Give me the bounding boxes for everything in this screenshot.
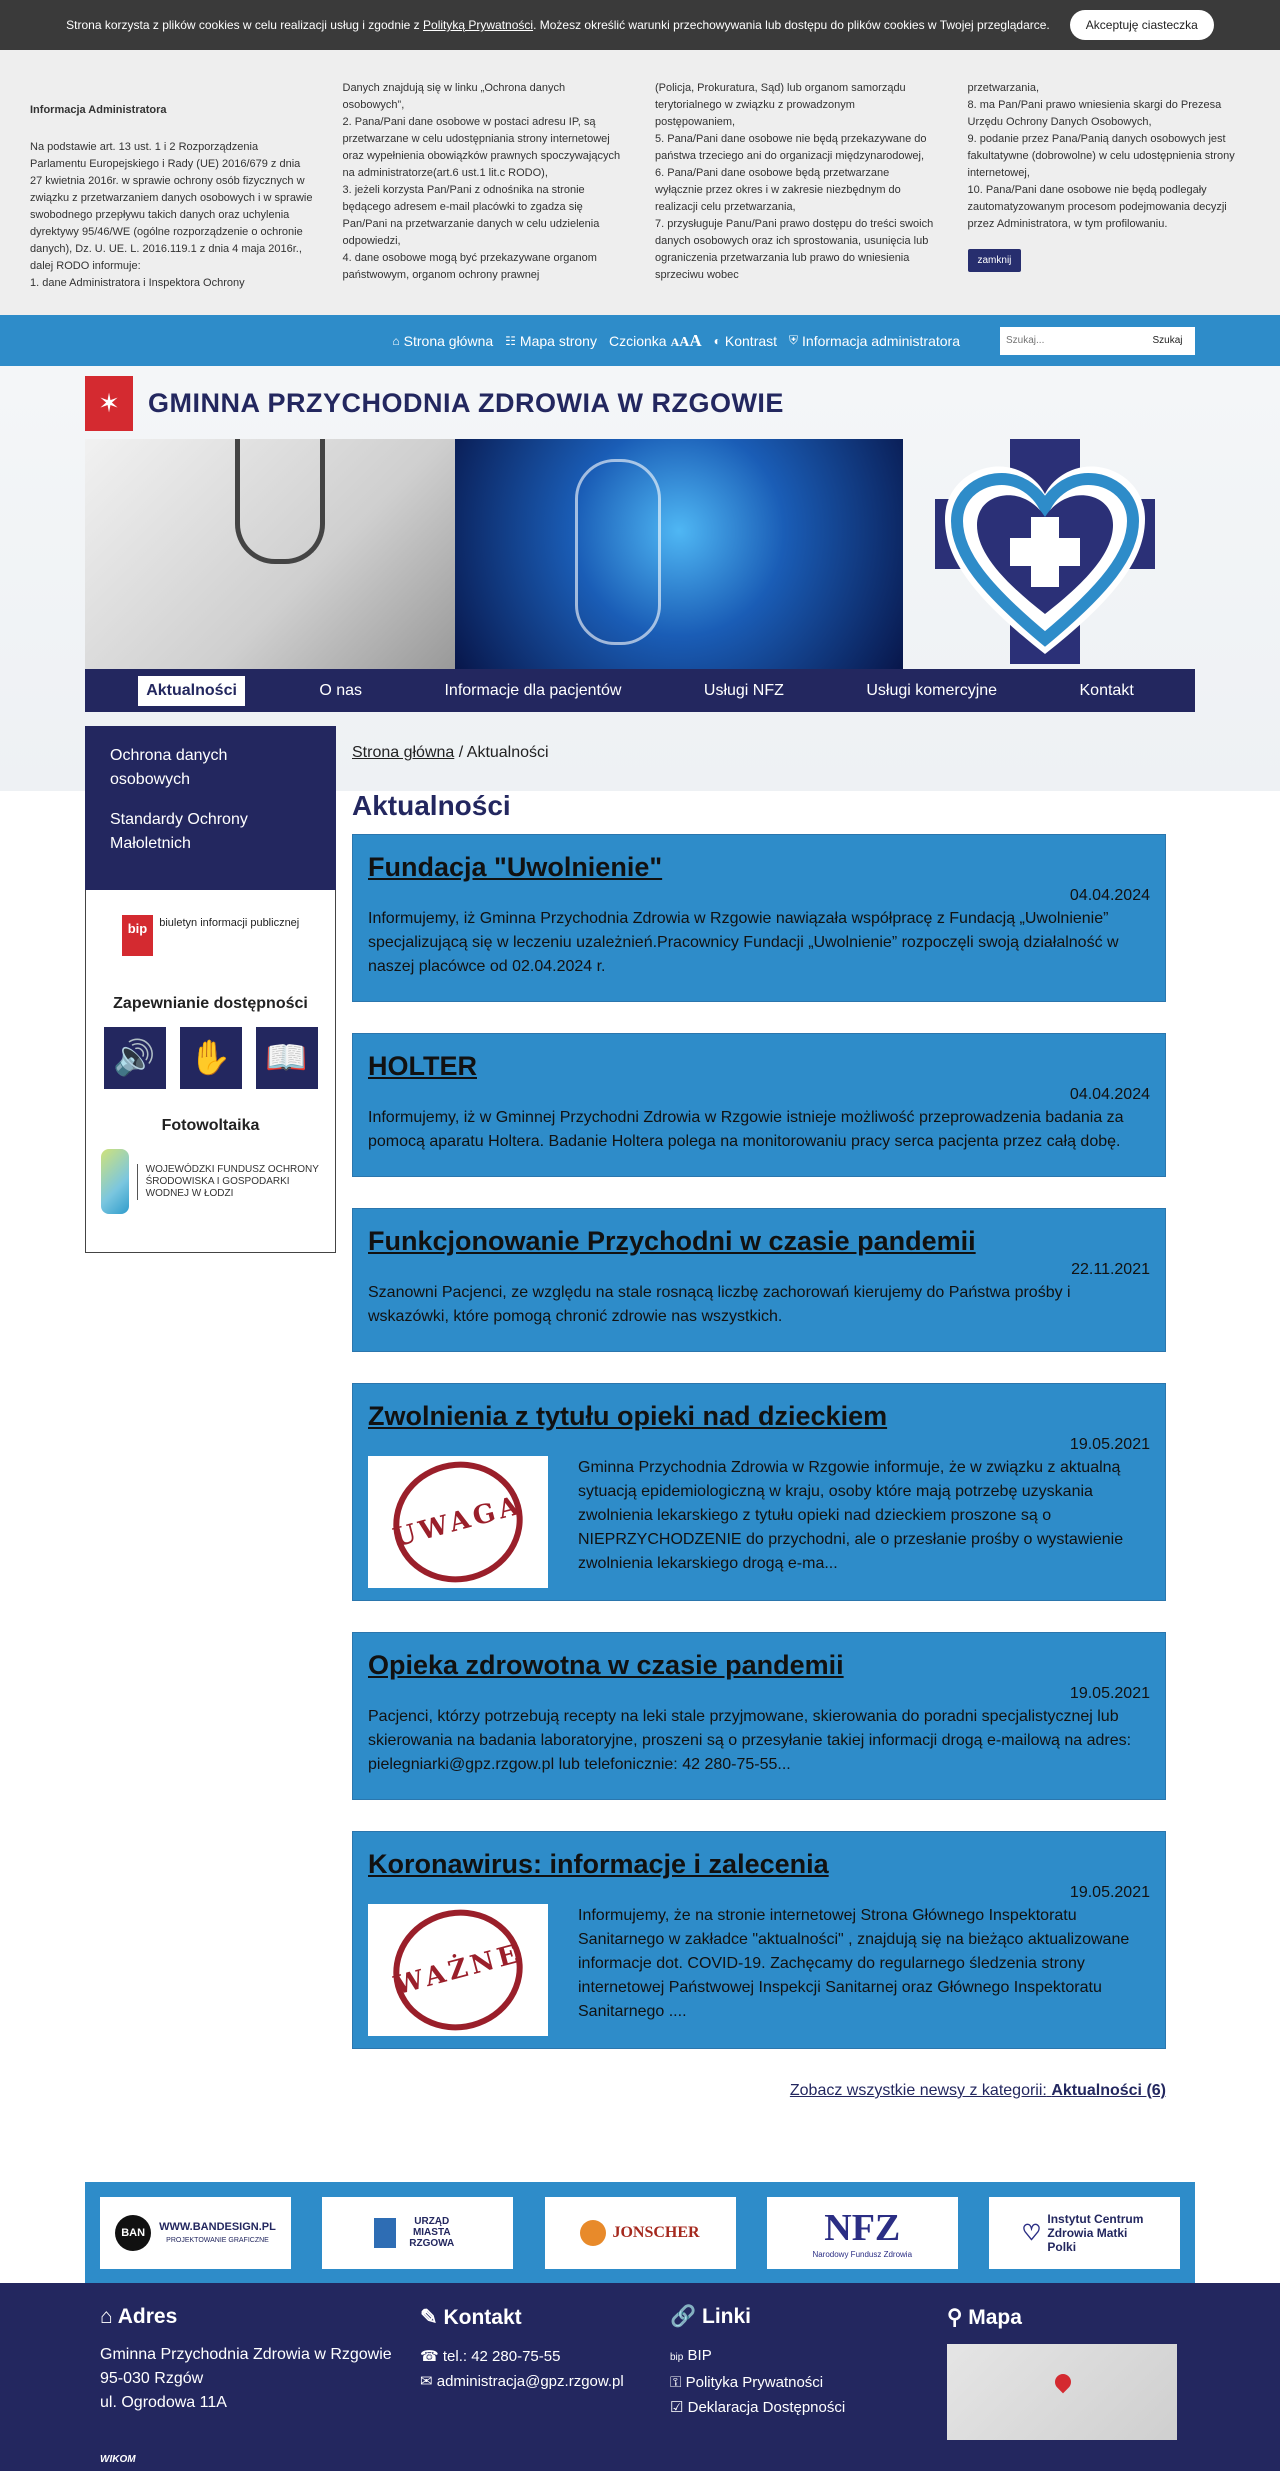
footer	[0, 2283, 1280, 2471]
news-text: Szanowni Pacjenci, ze względu na stale rosnącą liczbę zachorowań kierujemy do Państwa prośby i wskazówki, które pomogą chronić zdrowie nas wszystkich.	[368, 1284, 1071, 1325]
jonscher-label: JONSCHER	[612, 2223, 700, 2241]
news-title-link[interactable]: Opieka zdrowotna w czasie pandemii	[368, 1650, 844, 1680]
accept-cookies-button[interactable]: Akceptuję ciasteczka	[1070, 10, 1214, 40]
nav-item-about[interactable]: O nas	[319, 681, 363, 699]
nfz-logo: NFZ	[824, 2207, 901, 2249]
news-item	[352, 1033, 1166, 1177]
news-image[interactable]	[368, 1904, 548, 2036]
partner-jonscher[interactable]	[545, 2197, 736, 2269]
admin-info-column-3	[655, 80, 938, 315]
admin-info-text-4: przetwarzania, 8. ma Pan/Pani prawo wniesienia skargi do Prezesa Urzędu Ochrony Danych Osobowych, 9. podanie przez Pana/Panią danych osobowych jest fakultatywne (dobrowolne) w celu udostępnienia strony internetowej, 10. Pana/Pani dane osobowe nie będą podlegały zautomatyzowanym procesom podejmowania decyzji przez Administratora, w tym profilowaniu.	[967, 82, 1235, 230]
contrast-icon: ◐	[713, 333, 721, 348]
sitemap-link[interactable]	[505, 333, 597, 349]
news-text: Informujemy, iż Gminna Przychodnia Zdrowia w Rzgowie nawiązała współpracę z Fundacją „Uwolnienie” specjalizującą się w leczeniu uzależnień.Pracownicy Fundacji „Uwolnienie” rozpoczęli swoją działalność w naszej placówce od 02.04.2024 r.	[368, 910, 1119, 975]
speaker-icon[interactable]: 🔊	[104, 1027, 166, 1089]
footer-contact-title: Kontakt	[443, 2306, 522, 2329]
font-size-small-button[interactable]: A	[670, 334, 680, 349]
xray-image	[455, 439, 903, 669]
map-marker-icon: ⚲	[947, 2306, 963, 2329]
nav-item-news[interactable]: Aktualności	[138, 676, 245, 706]
address-line: 95-030 Rzgów	[100, 2370, 204, 2387]
admin-info-label: Informacja administratora	[802, 332, 960, 349]
bandesign-label	[159, 2221, 276, 2245]
footer-contact-heading	[420, 2305, 670, 2330]
footer-address	[100, 2305, 420, 2440]
page-content	[0, 726, 1280, 2100]
address-line: ul. Ogrodowa 11A	[100, 2394, 227, 2411]
footer-contact	[420, 2305, 670, 2440]
wfosigw-logo-icon	[101, 1149, 129, 1214]
admin-info-link[interactable]	[789, 333, 960, 349]
bip-link[interactable]	[101, 915, 320, 975]
email-link[interactable]	[420, 2369, 670, 2394]
admin-info-text-1: Na podstawie art. 13 ust. 1 i 2 Rozporządzenia Parlamentu Europejskiego i Rady (UE) 2016/679 z dnia 27 kwietnia 2016r. w sprawie ochrony osób fizycznych w związku z przetwarzaniem danych osobowych i w sprawie swobodnego przepływu takich danych oraz uchylenia dyrektywy 95/46/WE (ogólne rozporządzenie o ochronie danych), Dz. U. UE. L. 2016.119.1 z dnia 4 maja 2016r., dalej RODO informuje: 1. dane Administratora i Inspektora Ochrony	[30, 141, 313, 289]
close-admin-info-button[interactable]: zamknij	[968, 249, 1022, 272]
document-check-icon: ☑	[670, 2399, 684, 2416]
rzgow-crest-icon	[374, 2218, 396, 2248]
partner-bandesign[interactable]	[100, 2197, 291, 2269]
wfosigw-text: WOJEWÓDZKI FUNDUSZ OCHRONY ŚRODOWISKA I GOSPODARKI WODNEJ W ŁODZI	[137, 1164, 320, 1200]
link-icon: 🔗	[670, 2305, 697, 2328]
partner-nfz[interactable]	[767, 2197, 958, 2269]
site-title-row	[85, 376, 784, 431]
solar-heading: Fotowoltaika	[161, 1117, 260, 1134]
news-date: 04.04.2024	[1069, 1086, 1150, 1103]
main-content	[352, 726, 1166, 2100]
sitemap-icon: ☷	[505, 333, 516, 348]
nav-item-commercial-services[interactable]: Usługi komercyjne	[866, 681, 998, 699]
contrast-toggle[interactable]	[714, 333, 777, 349]
iczmp-heart-icon: ♡	[1021, 2219, 1042, 2245]
news-date: 04.04.2024	[1069, 887, 1150, 904]
header-banner	[85, 439, 903, 669]
accessibility-heading: Zapewnianie dostępności	[113, 995, 308, 1012]
privacy-policy-link[interactable]: Polityką Prywatności	[423, 18, 534, 32]
main-nav	[85, 669, 1195, 712]
footer-link-bip[interactable]	[670, 2343, 947, 2370]
sitemap-link-label: Mapa strony	[519, 332, 597, 349]
home-icon: ⌂	[392, 333, 400, 348]
footer-address-title: Adres	[117, 2305, 178, 2328]
news-item	[352, 1632, 1166, 1800]
phone-text: tel.: 42 280-75-55	[442, 2348, 561, 2365]
search-input[interactable]	[1000, 327, 1140, 355]
bip-logo-icon: bip	[122, 915, 154, 956]
home-link[interactable]	[392, 333, 493, 349]
admin-info-column-2	[343, 80, 626, 315]
shield-icon: ⛨	[789, 333, 799, 347]
news-date: 19.05.2021	[1069, 1884, 1150, 1901]
jonscher-logo-icon	[580, 2220, 606, 2246]
rzgow-label: URZĄD MIASTA RZGOWA	[409, 2216, 455, 2249]
news-title-link[interactable]: Koronawirus: informacje i zalecenia	[368, 1849, 829, 1879]
news-title-link[interactable]: Fundacja "Uwolnienie"	[368, 852, 663, 882]
easy-read-icon[interactable]: 📖	[256, 1027, 318, 1089]
page-title: Aktualności	[352, 790, 511, 821]
news-body	[368, 1456, 1150, 1588]
iczmp-label: Instytut Centrum Zdrowia Matki Polki	[1047, 2211, 1144, 2254]
breadcrumb-home-link[interactable]: Strona główna	[352, 744, 455, 761]
font-size-options	[671, 331, 702, 351]
accessibility-icons	[101, 1027, 320, 1089]
news-title-link[interactable]: Funkcjonowanie Przychodni w czasie pandemii	[368, 1226, 976, 1256]
font-size-control	[609, 331, 702, 351]
bip-text: biuletyn informacji publicznej	[159, 917, 300, 929]
nav-item-contact[interactable]: Kontakt	[1079, 681, 1134, 699]
admin-info-text-3: (Policja, Prokuratura, Sąd) lub organom samorządu terytorialnego w związku z prowadzonym postępowaniem, 5. Pana/Pani dane osobowe nie będą przekazywane do państwa trzeciego ani do organizacji międzynarodowej, 6. Pana/Pani dane osobowe będą przetwarzane wyłącznie przez okres i w zakresie niezbędnym do realizacji celu przetwarzania, 7. przysługuje Panu/Pani prawo dostępu do treści swoich danych osobowych oraz ich sprostowania, usunięcia lub ograniczenia przetwarzania lub prawo do wniesienia sprzeciwu wobec	[655, 82, 934, 281]
news-text: Informujemy, iż w Gminnej Przychodni Zdrowia w Rzgowie istnieje możliwość przeprowadzenia badania za pomocą aparatu Holtera. Badanie Holtera polega na monitorowaniu pracy serca pacjenta przez całą dobę.	[368, 1109, 1124, 1150]
admin-info-panel	[0, 50, 1280, 315]
sidebar-item-data-protection[interactable]: Ochrona danych osobowych	[110, 747, 228, 788]
news-date: 19.05.2021	[1069, 1436, 1150, 1453]
news-item	[352, 1208, 1166, 1352]
envelope-icon: ✉	[420, 2373, 433, 2390]
news-body	[368, 1904, 1150, 2036]
footer-map-title: Mapa	[968, 2306, 1022, 2329]
wikom-logo[interactable]: WIKOM	[100, 2454, 136, 2465]
sidebar-item-minor-protection[interactable]: Standardy Ochrony Małoletnich	[110, 811, 248, 852]
partner-rzgow[interactable]	[322, 2197, 513, 2269]
font-size-medium-button[interactable]: A	[679, 334, 690, 350]
phone-link[interactable]	[420, 2344, 670, 2369]
search-form	[1000, 327, 1195, 355]
address-line: Gminna Przychodnia Zdrowia w Rzgowie	[100, 2346, 392, 2363]
news-item	[352, 834, 1166, 1002]
wfosigw-link[interactable]	[101, 1149, 320, 1214]
breadcrumb	[352, 744, 1166, 762]
news-date: 22.11.2021	[1071, 1261, 1150, 1278]
footer-map-heading	[947, 2305, 1177, 2330]
news-item	[352, 1383, 1166, 1601]
admin-info-heading: Informacja Administratora	[30, 104, 167, 116]
news-title-link[interactable]: HOLTER	[368, 1051, 477, 1081]
cookie-text-after: . Możesz określić warunki przechowywania lub dostępu do plików cookies w Twojej przeglądarce.	[533, 18, 1050, 32]
contrast-label: Kontrast	[724, 332, 778, 349]
news-text: Informujemy, że na stronie internetowej Strona Głównego Inspektoratu Sanitarnego w zakładce "aktualności" , znajdują się na bieżąco aktualizowane informacje dot. COVID-19. Zachęcamy do regularnego śledzenia strony internetowej Państwowej Inspekcji Sanitarnej oraz Głównego Inspektoratu Sanitarnego ....	[578, 1907, 1130, 2020]
news-image[interactable]	[368, 1456, 548, 1588]
nav-item-nfz-services[interactable]: Usługi NFZ	[703, 681, 784, 699]
search-button[interactable]: Szukaj	[1140, 327, 1195, 355]
admin-info-text-2: Danych znajdują się w linku „Ochrona danych osobowych”, 2. Pana/Pani dane osobowe w postaci adresu IP, są przetwarzane w celu udostępniania strony internetowej oraz wypełnienia obowiązków prawnych spoczywających na administratorze(art.6 ust.1 lit.c RODO), 3. jeżeli korzysta Pan/Pani z odnośnika na stronie będącego adresem e-mail placówki to zgadza się Pan/Pani na przetwarzanie danych w celu udzielenia odpowiedzi, 4. dane osobowe mogą być przekazywane organom państwowym, organom ochrony prawnej	[342, 82, 621, 281]
phone-icon: ☎	[420, 2348, 439, 2365]
important-stamp-icon: WAŻNE	[380, 1895, 537, 2045]
eagle-emblem-icon: ✶	[85, 376, 133, 431]
footer-map	[947, 2305, 1177, 2440]
site-title: GMINNA PRZYCHODNIA ZDROWIA W RZGOWIE	[148, 388, 784, 418]
sign-language-icon[interactable]: ✋	[180, 1027, 242, 1089]
email-text: administracja@gpz.rzgow.pl	[436, 2373, 624, 2390]
admin-info-column-4	[968, 80, 1251, 315]
footer-address-heading	[100, 2305, 420, 2329]
font-size-large-button[interactable]: A	[689, 330, 702, 350]
warning-stamp-icon: UWAGA	[380, 1447, 537, 1597]
home-icon: ⌂	[100, 2305, 113, 2328]
all-news-category: Aktualności (6)	[1051, 2082, 1166, 2099]
partner-iczmp[interactable]	[989, 2197, 1180, 2269]
breadcrumb-separator: /	[458, 744, 464, 761]
stethoscope-image	[85, 439, 455, 669]
map-thumbnail[interactable]	[947, 2344, 1177, 2440]
all-news-text: Zobacz wszystkie newsy z kategorii:	[789, 2082, 1047, 2099]
footer-link-label: BIP	[687, 2347, 712, 2364]
footer-link-accessibility[interactable]	[670, 2395, 947, 2420]
map-pin-icon	[1052, 2371, 1075, 2394]
breadcrumb-current: Aktualności	[466, 744, 549, 761]
cookie-text	[66, 18, 1050, 32]
home-link-label: Strona główna	[403, 332, 494, 349]
footer-link-privacy[interactable]	[670, 2370, 947, 2395]
lock-icon: ⚿	[670, 2374, 682, 2391]
bandesign-logo-icon: BAN	[115, 2215, 151, 2251]
footer-links	[670, 2305, 947, 2440]
admin-info-column-1	[30, 80, 313, 315]
footer-links-title: Linki	[702, 2305, 752, 2328]
bip-small-icon: bip	[670, 2352, 684, 2363]
contact-card-icon: ✎	[420, 2306, 438, 2329]
all-news-link[interactable]	[352, 2082, 1166, 2100]
sidebar-box	[85, 890, 336, 1253]
utility-bar	[0, 315, 1280, 366]
bandesign-sub: PROJEKTOWANIE GRAFICZNE	[166, 2236, 269, 2244]
font-size-label: Czcionka	[608, 332, 667, 349]
news-text: Gminna Przychodnia Zdrowia w Rzgowie informuje, że w związku z aktualną sytuacją epidemiologiczną w kraju, osoby które mają potrzebę uzyskania zwolnienia lekarskiego z tytułu opieki nad dzieckiem proszone są o NIEPRZYCHODZENIE do przychodni, ale o przesłanie prośby o wystawienie zwolnienia lekarskiego drogą e-ma...	[578, 1459, 1124, 1572]
footer-links-heading	[670, 2305, 947, 2329]
cookie-bar	[0, 0, 1280, 50]
news-text: Pacjenci, którzy potrzebują recepty na leki stale przyjmowane, skierowania do poradni specjalistycznej lub skierowania na badania laboratoryjne, proszeni są o przesyłanie takiej informacji drogą e-mailową na adres: pielegniarki@gpz.rzgow.pl lub telefonicznie: 42 280-75-55...	[368, 1708, 1132, 1773]
news-title-link[interactable]: Zwolnienia z tytułu opieki nad dzieckiem	[368, 1401, 888, 1431]
nfz-subtitle: Narodowy Fundusz Zdrowia	[812, 2250, 913, 2259]
news-item	[352, 1831, 1166, 2049]
nav-item-patients-info[interactable]: Informacje dla pacjentów	[444, 681, 622, 699]
footer-link-label: Polityka Prywatności	[685, 2374, 824, 2391]
cookie-text-before: Strona korzysta z plików cookies w celu realizacji usług i zgodnie z	[66, 18, 420, 32]
sidebar	[85, 726, 336, 2100]
partners-strip	[85, 2182, 1195, 2283]
bandesign-name: WWW.BANDESIGN.PL	[159, 2220, 276, 2233]
sidebar-menu	[85, 726, 336, 890]
news-date: 19.05.2021	[1069, 1685, 1150, 1702]
footer-link-label: Deklaracja Dostępności	[687, 2399, 846, 2416]
clinic-heart-logo-icon	[935, 439, 1155, 664]
